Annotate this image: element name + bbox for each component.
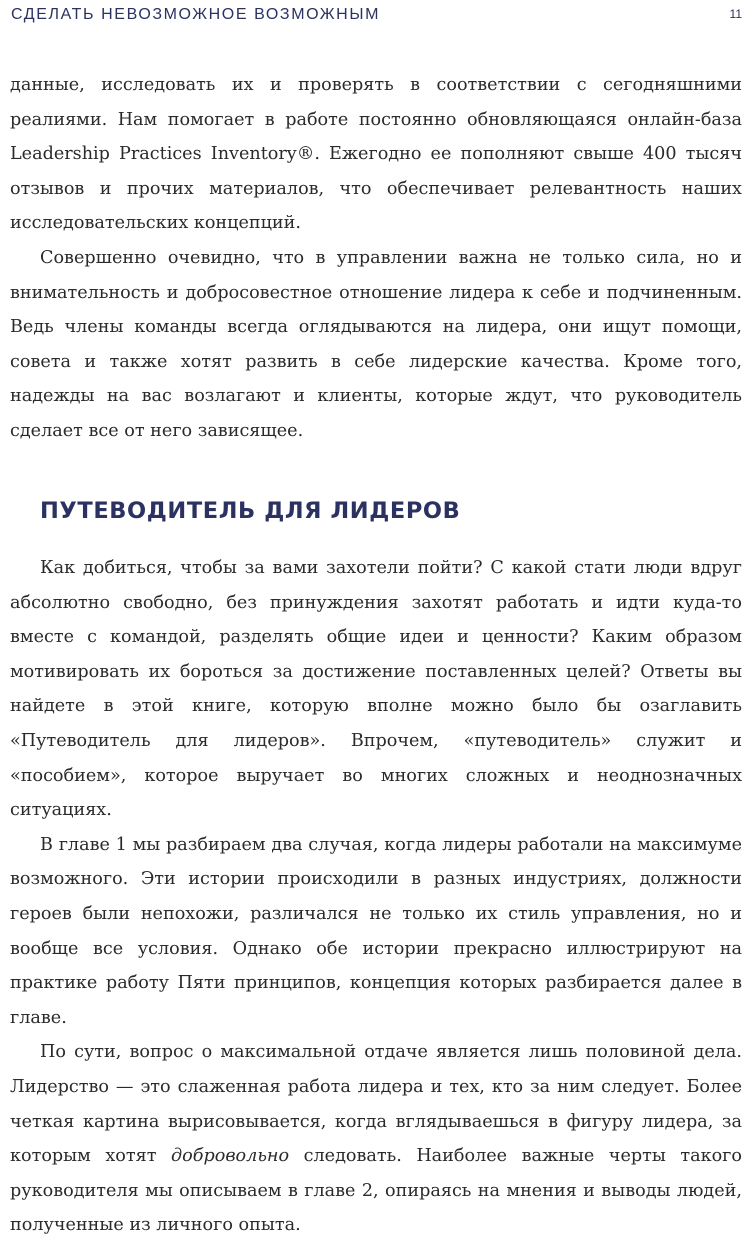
intro-text-block: [10, 68, 742, 449]
section-paragraph-3-part-2: следовать. Наиболее важные черты такого руководителя мы описываем в главе 2, опираясь на мнения и выводы людей, полученные из личного опыта.: [10, 1146, 742, 1236]
section-paragraph-2: В главе 1 мы разбираем два случая, когда лидеры работали на максимуме возможного. Эти истории происходили в разных индустриях, должности героев были непохожи, различался не только их стиль управления, но и вообще все условия. Однако обе истории прекрасно иллюстрируют на практике работу Пяти принципов, концепция которых разбирается далее в главе.: [10, 834, 742, 1028]
section-paragraph-3-part-1: По сути, вопрос о максимальной отдаче является лишь половиной дела. Лидерство — это слаженная работа лидера и тех, кто за ним следует. Более четкая картина вырисовывается, когда вглядываешься в фигуру лидера, за которым хотят: [10, 1042, 742, 1167]
running-head: СДЕЛАТЬ НЕВОЗМОЖНОЕ ВОЗМОЖНЫМ: [11, 6, 381, 23]
page-number: 11: [729, 7, 742, 21]
section-heading: ПУТЕВОДИТЕЛЬ ДЛЯ ЛИДЕРОВ: [40, 498, 461, 524]
section-paragraph-3: [10, 1035, 742, 1243]
emphasis-word: добровольно: [170, 1146, 290, 1167]
section-text-block: [10, 551, 742, 1243]
intro-paragraph-2: Совершенно очевидно, что в управлении важна не только сила, но и внимательность и добросовестное отношение лидера к себе и подчиненным. Ведь члены команды всегда оглядываются на лидера, они ищут помощи, совета и также хотят развить в себе лидерские качества. Кроме того, надежды на вас возлагают и клиенты, которые ждут, что руководитель сделает все от него зависящее.: [10, 247, 742, 441]
section-paragraph-1: Как добиться, чтобы за вами захотели пойти? С какой стати люди вдруг абсолютно свободно, без принуждения захотят работать и идти куда-то вместе с командой, разделять общие идеи и ценности? Каким образом мотивировать их бороться за достижение поставленных целей? Ответы вы найдете в этой книге, которую вполне можно было бы озаглавить «Путеводитель для лидеров». Впрочем, «путеводитель» служит и «пособием», которое выручает во многих сложных и неоднозначных ситуациях.: [10, 558, 742, 821]
intro-paragraph-1: данные, исследовать их и проверять в соответствии с сегодняшними реалиями. Нам помогает в работе постоянно обновляющаяся онлайн-база Leadership Practices Inventory®. Ежегодно ее пополняют свыше 400 тысяч отзывов и прочих материалов, что обеспечивает релевантность наших исследовательских концепций.: [10, 75, 742, 234]
